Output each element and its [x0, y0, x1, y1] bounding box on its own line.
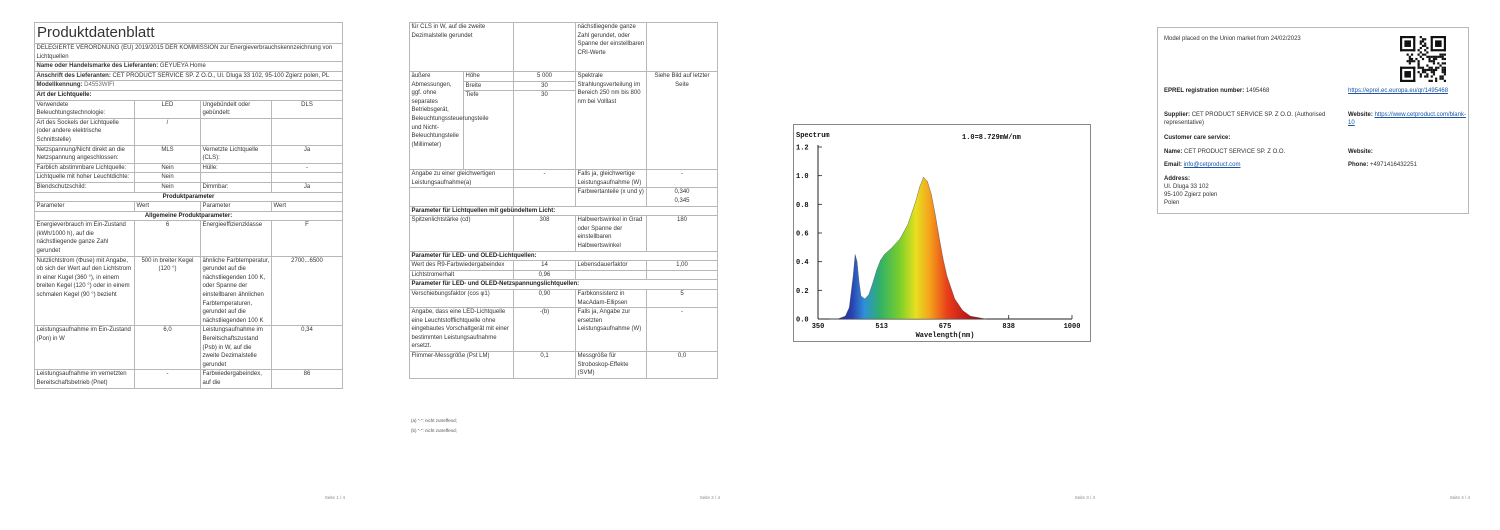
cell: Farbwertanteile (x und y) — [576, 188, 647, 206]
cell — [272, 173, 343, 183]
cell: Flimmer-Messgröße (Pst LM) — [410, 352, 514, 379]
cell: Halbwertswinkel in Grad oder Spanne der einstellbaren Halbwertswinkel — [576, 216, 647, 251]
spectrum-point — [859, 281, 860, 282]
page-2 — [375, 0, 750, 530]
address-line: Polen — [1164, 200, 1180, 206]
spectrum-point — [923, 177, 924, 178]
general-params-heading: Allgemeine Produktparameter: — [35, 211, 343, 221]
cell — [647, 188, 718, 206]
cell: Tiefe — [464, 91, 514, 170]
cell: Nein — [135, 163, 201, 173]
spectrum-point — [908, 224, 909, 225]
spectrum-point — [861, 296, 862, 297]
spectrum-point — [919, 187, 920, 188]
cell: Leistungsaufnahme im Bereitschaftszustand (Psb) in W, auf die zweite Dezimalstelle gerundet — [201, 326, 272, 370]
eprel-link[interactable]: https://eprel.ec.europa.eu/qr/1495468 — [1348, 88, 1449, 94]
x-tick-label: 838 — [1002, 323, 1016, 331]
table-row — [410, 289, 718, 307]
cell: Blendschutzschild: — [35, 182, 135, 192]
spectrum-point — [978, 317, 979, 318]
table-row — [35, 163, 343, 173]
supplier-address-row — [35, 71, 343, 81]
cell: Lichtstromerhalt — [410, 270, 514, 280]
cell: / — [135, 118, 201, 145]
footnote-a: (a) "-": nicht zutreffend; — [411, 418, 457, 423]
eprel-number-row — [1164, 87, 1269, 95]
mains-section-heading: Parameter für LED- und OLED-Netzspannungslichtquellen: — [410, 280, 718, 290]
cell — [576, 270, 647, 280]
y-tick-label: 1.2 — [796, 144, 809, 153]
x-tick-label: 675 — [938, 323, 952, 331]
cell: Ja — [272, 182, 343, 192]
cell: 6 — [135, 221, 201, 256]
table-row — [410, 261, 718, 271]
cell — [514, 23, 576, 72]
cell: 0,34 — [272, 326, 343, 370]
cell: Spitzenlichtstärke (cd) — [410, 216, 514, 251]
phone-row — [1348, 161, 1417, 169]
x-tick-label: 350 — [811, 323, 825, 331]
cell: Farblich abstimmbare Lichtquelle: — [35, 163, 135, 173]
spectrum-point — [853, 276, 854, 277]
cell: 0,90 — [514, 289, 576, 307]
y-tick-label: 0.0 — [796, 316, 809, 325]
header-cell: Parameter — [201, 202, 272, 212]
cell: Falls ja, gleichwertige Leistungsaufnahme (W) — [576, 170, 647, 188]
spectrum-point — [845, 316, 846, 317]
x-tick-label: 513 — [875, 323, 889, 331]
model-row — [35, 81, 343, 91]
placed-on-market: Model placed on the Union market from 24/02/2023 — [1164, 36, 1301, 42]
page-number: Seite 4 / 4 — [1449, 495, 1470, 500]
phone-value: +4971416432251 — [1370, 162, 1417, 168]
cell: 6,0 — [135, 326, 201, 370]
eprel-label: EPREL registration number: — [1164, 88, 1245, 94]
spectrum-point — [884, 254, 885, 255]
table-row — [410, 352, 718, 379]
cell: Dimmbar: — [201, 182, 272, 192]
supplier-row — [1164, 111, 1342, 127]
header-cell: Wert — [272, 202, 343, 212]
x-tick-label: 1000 — [1063, 323, 1081, 331]
cell: 0,1 — [514, 352, 576, 379]
regulation-text: DELEGIERTE VERORDNUNG (EU) 2019/2015 DER KOMMISSION zur Energieverbrauchskennzeichnung von Lichtquellen — [35, 44, 343, 62]
footnotes — [411, 416, 457, 436]
table-row — [35, 221, 343, 256]
spectrum-chart — [793, 124, 1091, 342]
spectrum-point — [837, 319, 838, 320]
cell: Angabe zu einer gleichwertigen Leistungsaufnahme(a) — [410, 170, 514, 188]
cell: Hülle: — [201, 163, 272, 173]
cell: Siehe Bild auf letzter Seite — [647, 72, 718, 170]
cell: Angabe, dass eine LED-Lichtquelle eine Leuchtstofflichtquelle ohne eingebautes Vorschaltgerät mit einer bestimmten Leistungsaufnahme ersetzt. — [410, 308, 514, 352]
cell: Vernetzte Lichtquelle (CLS): — [201, 145, 272, 163]
cell: Nein — [135, 182, 201, 192]
supplier-name-row — [35, 62, 343, 72]
cell: 1,00 — [647, 261, 718, 271]
table-row — [35, 173, 343, 183]
cell: Ungebündelt oder gebündelt: — [201, 100, 272, 118]
product-params-heading: Produktparameter — [35, 192, 343, 202]
chart-annotation: 1.0=8.729mW/nm — [962, 134, 1021, 142]
x-axis-label: Wavelength(nm) — [915, 332, 975, 340]
table-row — [35, 100, 343, 118]
datasheet-table-2 — [409, 22, 718, 379]
cell: -(b) — [514, 308, 576, 352]
email-row — [1164, 161, 1240, 169]
table-row — [35, 118, 343, 145]
chroma-y: 0,345 — [674, 197, 690, 204]
spectrum-point — [865, 299, 866, 300]
care-website-row — [1348, 148, 1373, 156]
cell — [201, 173, 272, 183]
table-row — [35, 256, 343, 326]
table-row — [410, 270, 718, 280]
beam-section-heading: Parameter für Lichtquellen mit gebündeltem Licht: — [410, 206, 718, 216]
cell: Farbkonsistenz in MacAdam-Ellipsen — [576, 289, 647, 307]
spectrum-point — [931, 194, 932, 195]
address-label: Address: — [1164, 176, 1191, 182]
cell: 30 — [514, 91, 576, 170]
eprel-value: 1495468 — [1245, 88, 1270, 94]
cell: Verschiebungsfaktor (cos φ1) — [410, 289, 514, 307]
cell — [647, 270, 718, 280]
spectrum-point — [900, 238, 901, 239]
cell: Messgröße für Stroboskop-Effekte (SVM) — [576, 352, 647, 379]
care-name-row — [1164, 148, 1285, 156]
cell: Ja — [272, 145, 343, 163]
cell: ähnliche Farbtemperatur, gerundet auf die nächstliegenden 100 K, oder Spanne der einstellbaren ähnlichen Farbtemperaturen, gerundet auf die nächstliegenden 100 K — [201, 256, 272, 326]
cell: Höhe — [464, 72, 514, 82]
spectrum-point — [947, 276, 948, 277]
y-tick-label: 0.8 — [796, 201, 809, 210]
cell: Falls ja, Angabe zur ersetzten Leistungsaufnahme (W) — [576, 308, 647, 352]
table-row — [35, 145, 343, 163]
chroma-x: 0,340 — [674, 189, 690, 196]
cell: LED — [135, 100, 201, 118]
table-row — [35, 370, 343, 388]
email-link[interactable]: info@cetproduct.com — [1183, 162, 1241, 168]
cell: 500 in breiter Kegel (120 °) — [135, 256, 201, 326]
spectrum-point — [954, 299, 955, 300]
page-number: Seite 2 / 4 — [699, 495, 720, 500]
table-row — [410, 23, 718, 72]
page-number: Seite 3 / 4 — [1074, 495, 1095, 500]
cell: 0,0 — [647, 352, 718, 379]
cell: für CLS in W, auf die zweite Dezimalstelle gerundet — [410, 23, 514, 72]
page-number: Seite 1 / 4 — [324, 495, 345, 500]
cell: 2700...6500 — [272, 256, 343, 326]
cell: MLS — [135, 145, 201, 163]
address-label: Anschrift des Lieferanten: — [36, 72, 111, 79]
spectrum-point — [935, 214, 936, 215]
cell: - — [272, 163, 343, 173]
name-value: CET PRODUCT SERVICE SP. Z O.O. — [1184, 149, 1286, 155]
cell: - — [647, 308, 718, 352]
eprel-info-box — [1157, 27, 1469, 214]
spectrum-point — [970, 316, 971, 317]
table-row — [35, 182, 343, 192]
cell: F — [272, 221, 343, 256]
supplier-value: CET PRODUCT SERVICE SP. Z O.O. (Authorised representative) — [1164, 112, 1326, 126]
table-row — [410, 72, 718, 82]
y-tick-label: 1.0 — [796, 173, 809, 182]
cell: - — [135, 370, 201, 388]
cell: DLS — [272, 100, 343, 118]
spectrum-point — [872, 283, 873, 284]
table-row — [410, 170, 718, 188]
spectrum-svg — [794, 125, 1090, 341]
cell: 0,96 — [514, 270, 576, 280]
cell: 180 — [647, 216, 718, 251]
spectrum-point — [915, 201, 916, 202]
cell: Nein — [135, 173, 201, 183]
table-header — [35, 202, 343, 212]
cell: Netzspannung/Nicht direkt an die Netzspannung angeschlossen: — [35, 145, 135, 163]
spectrum-point — [927, 181, 928, 182]
table-row — [410, 308, 718, 352]
cell — [410, 188, 514, 206]
cell — [272, 118, 343, 145]
model-value: D4553WIFI — [84, 82, 115, 89]
chart-title: Spectrum — [796, 132, 830, 140]
cell: Spektrale Strahlungsverteilung im Bereich 250 nm bis 800 nm bei Volllast — [576, 72, 647, 170]
header-cell: Parameter — [35, 202, 135, 212]
spectrum-point — [829, 319, 830, 320]
customer-care-label — [1164, 134, 1230, 142]
cell — [201, 118, 272, 145]
spectrum-point — [857, 261, 858, 262]
cell — [647, 23, 718, 72]
spectrum-point — [880, 260, 881, 261]
page-title: Produktdatenblatt — [35, 23, 343, 44]
spectrum-point — [939, 237, 940, 238]
cell: Leistungsaufnahme im vernetzten Bereitschaftsbetrieb (Pnet) — [35, 370, 135, 388]
cell: äußere Abmessungen, ggf. ohne separates Betriebsgerät, Beleuchtungssteuerungsteile und Nicht-Beleuchtungsteile (Millimeter) — [410, 72, 464, 170]
cell: Art des Sockels der Lichtquelle (oder andere elektrische Schnittstelle) — [35, 118, 135, 145]
spectrum-point — [855, 254, 856, 255]
spectrum-point — [876, 270, 877, 271]
footnote-b: (b) "-": nicht zutreffend; — [411, 428, 457, 433]
y-tick-label: 0.2 — [796, 287, 809, 296]
address-line: Ul. Dluga 33 102 — [1164, 184, 1209, 190]
spectrum-series — [830, 177, 986, 319]
cell: 308 — [514, 216, 576, 251]
cell: Wert des R9-Farbwiedergabeindex — [410, 261, 514, 271]
spectrum-point — [892, 247, 893, 248]
email-label: Email: — [1164, 162, 1183, 168]
cell: Energieverbrauch im Ein-Zustand (kWh/1000 h), auf die nächstliegende ganze Zahl gerundet — [35, 221, 135, 256]
cell: Farbwiedergabeindex, auf die — [201, 370, 272, 388]
cell: - — [514, 170, 576, 188]
address-block — [1164, 175, 1217, 207]
cell: - — [647, 170, 718, 188]
table-row — [410, 216, 718, 251]
y-tick-label: 0.6 — [796, 230, 809, 239]
datasheet-table-1 — [34, 22, 343, 389]
spectrum-point — [986, 319, 987, 320]
cell: Nutzlichtstrom (Φuse) mit Angabe, ob sich der Wert auf den Lichtstrom in einer Kugel (360 °), in einem breiten Kegel (120 °) oder in einem schmalen Kegel (90 °) bezieht — [35, 256, 135, 326]
spectrum-point — [849, 307, 850, 308]
cell: 86 — [272, 370, 343, 388]
spectrum-point — [869, 294, 870, 295]
website2-label: Website: — [1348, 149, 1373, 155]
name-label: Name: — [1164, 149, 1183, 155]
cell: Breite — [464, 81, 514, 91]
website-row — [1348, 111, 1466, 127]
y-tick-label: 0.4 — [796, 259, 809, 268]
spectrum-point — [943, 259, 944, 260]
cell: Lebensdauerfaktor — [576, 261, 647, 271]
qr-code-icon[interactable] — [1400, 36, 1446, 82]
cell: 14 — [514, 261, 576, 271]
header-cell: Wert — [135, 202, 201, 212]
cell: 30 — [514, 81, 576, 91]
spectrum-point — [962, 310, 963, 311]
phone-label: Phone: — [1348, 162, 1369, 168]
cell: 5 000 — [514, 72, 576, 82]
supplier-label: Supplier: — [1164, 112, 1191, 118]
table-row — [35, 326, 343, 370]
cell: Leistungsaufnahme im Ein-Zustand (Pon) in W — [35, 326, 135, 370]
type-label: Art der Lichtquelle: — [35, 90, 343, 100]
table-row — [410, 188, 718, 206]
cell: Lichtquelle mit hoher Leuchtdichte: — [35, 173, 135, 183]
cell: 5 — [647, 289, 718, 307]
website-link[interactable]: https://www.cetproduct.com/blank-10 — [1348, 112, 1466, 126]
cell: nächstliegende ganze Zahl gerundet, oder Spanne der einstellbaren CRI-Werte — [576, 23, 647, 72]
cell: Verwendete Beleuchtungstechnologie: — [35, 100, 135, 118]
model-label: Modellkennung: — [36, 82, 83, 89]
supplier-name-value: GEYUEYA Home — [159, 63, 206, 70]
address-value: CET PRODUCT SERVICE SP. Z O.O., Ul. Dluga 33 102, 95-100 Zgierz polen, PL — [112, 72, 330, 79]
address-line: 95-100 Zgierz polen — [1164, 192, 1218, 198]
cell — [514, 188, 576, 206]
cell: Energieeffizienzklasse — [201, 221, 272, 256]
supplier-name-label: Name oder Handelsmarke des Lieferanten: — [36, 63, 159, 70]
page-1 — [0, 0, 375, 530]
led-section-heading: Parameter für LED- und OLED-Lichtquellen: — [410, 251, 718, 261]
care-label-text: Customer care service: — [1164, 135, 1231, 141]
website-label: Website: — [1348, 112, 1373, 118]
